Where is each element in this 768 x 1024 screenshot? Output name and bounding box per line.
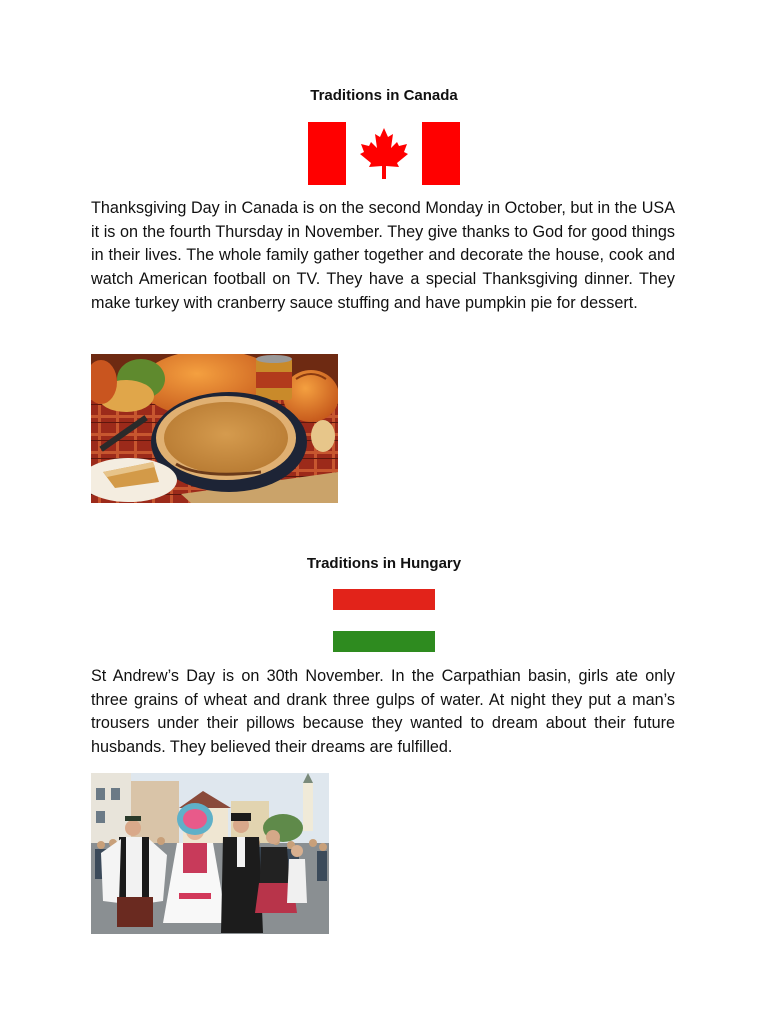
canada-flag-icon xyxy=(308,122,460,185)
folk-costume-parade-photo xyxy=(91,773,329,934)
canada-paragraph: Thanksgiving Day in Canada is on the second Monday in October, but in the USA it is on the fourth Thursday in November. They give thanks to God for good things in their lives. The whole family gather together and decorate the house, cook and watch American football on TV. They have a special Thanksgiving dinner. They make turkey with cranberry sauce stuffing and have pumpkin pie for dessert. xyxy=(91,199,675,312)
hungary-paragraph: St Andrew’s Day is on 30th November. In the Carpathian basin, girls ate only three grains of wheat and drank three gulps of water. At night they put a man’s trousers under their pillows because they wanted to dream about their future husbands. They believed their dreams are fulfilled. xyxy=(91,667,675,757)
hungary-flag-icon xyxy=(333,589,435,652)
pumpkin-pie-photo xyxy=(91,354,338,503)
hungary-heading: Traditions in Hungary xyxy=(306,555,462,572)
canada-heading: Traditions in Canada xyxy=(310,87,458,104)
